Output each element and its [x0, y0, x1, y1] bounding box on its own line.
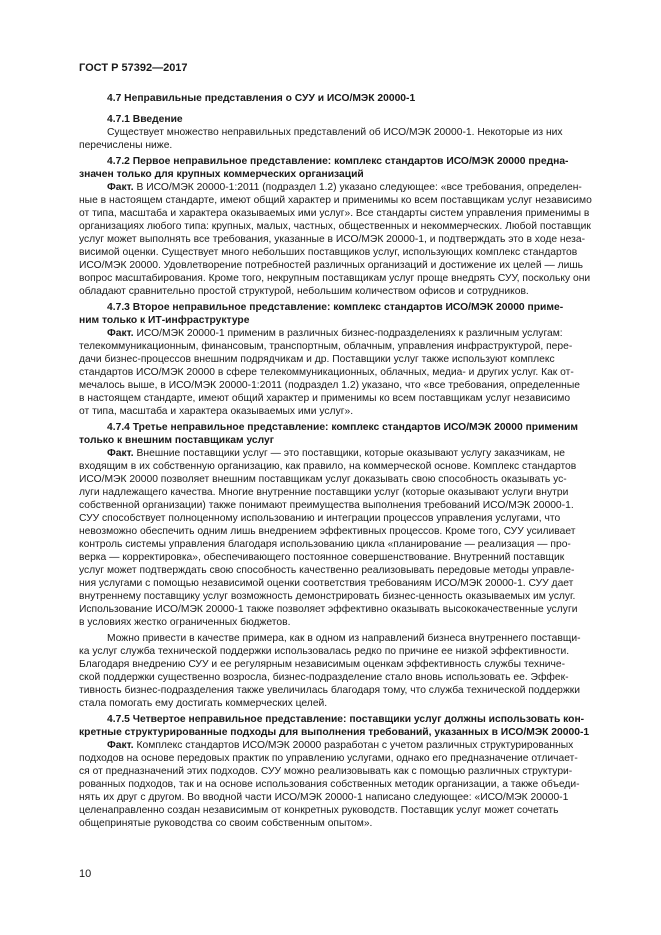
- text-line: луги надлежащего качества. Многие внутренние поставщики услуг (которые оказывают услуги внутри: [79, 487, 569, 498]
- text-line: внутреннему поставщику услуг возможность демонстрировать бизнес-ценность оказываемых им услуг.: [79, 591, 576, 602]
- text-line: СУУ способствует полноценному использованию и интеграции процессов управления услугами, что: [79, 513, 561, 524]
- text-line: от типа, масштаба и характера оказываемых ими услуг».: [79, 406, 354, 417]
- page-number: 10: [79, 868, 92, 880]
- text-line: висимой оценки. Существует много небольших поставщиков услуг, использующих комплекс стандартов: [79, 247, 578, 258]
- subsection-heading: ним только к ИТ-инфраструктуре: [79, 315, 250, 326]
- text-line: контроль системы управления благодаря использованию цикла «планирование — реализация — про-: [79, 539, 571, 550]
- text-run: Комплекс стандартов ИСО/МЭК 20000 разработан с учетом различных структурированных: [133, 740, 574, 751]
- text-line: обладают сравнительно простой структурой, небольшим количеством офисов и сотрудников.: [79, 286, 529, 297]
- fact-label: Факт.: [107, 328, 134, 339]
- text-line: рованных подходов, так и на основе использования собственных методик организации, а также объеди-: [79, 779, 580, 790]
- text-line: входящим в их собственную организацию, как правило, на коммерческой основе. Комплекс стандартов: [79, 461, 577, 472]
- fact-label: Факт.: [107, 182, 134, 193]
- text-line: ся от предназначений этих подходов. СУУ можно реализовывать как с помощью различных структури-: [79, 766, 573, 777]
- fact-label: Факт.: [107, 448, 134, 459]
- text-run: В ИСО/МЭК 20000-1:2011 (подраздел 1.2) указано следующее: «все требования, определен-: [133, 182, 582, 193]
- text-line: услуг может выполнять все требования, указанные в ИСО/МЭК 20000-1, и подтверждать это в ходе неза-: [79, 234, 585, 245]
- text-line: собственной организации) также понимают преимущества выполнения требований ИСО/МЭК 20000-1.: [79, 500, 574, 511]
- text-line: [107, 739, 613, 752]
- text-line: Существует множество неправильных представлений об ИСО/МЭК 20000-1. Некоторые из них: [107, 127, 563, 138]
- text-line: невозможно обеспечить одним лишь внедрением эффективных процессов. Кроме того, СУУ усиливает: [79, 526, 576, 537]
- text-line: [107, 447, 613, 460]
- subsection-heading: 4.7.2 Первое неправильное представление: комплекс стандартов ИСО/МЭК 20000 предна-: [107, 156, 569, 167]
- text-line: услуг может подтверждать свою способность качественно реализовывать передовые методы управле-: [79, 565, 575, 576]
- text-line: организациях любого типа: крупных, малых, частных, общественных и некоммерческих. Любой поставщик: [79, 221, 591, 232]
- text-line: Использование ИСО/МЭК 20000-1 также позволяет эффективно оказывать высококачественные услуги: [79, 604, 578, 615]
- text-line: верка — корректировка», обеспечивающего постоянное совершенствование. Внутренний поставщик: [79, 552, 565, 563]
- text-line: ные в настоящем стандарте, имеют общий характер и применимы ко всем поставщикам услуг независимо: [79, 195, 592, 206]
- text-line: ской поддержки существенно возросла, бизнес-подразделение стало вновь использовать ее. Эффек-: [79, 672, 569, 683]
- text-line: [107, 181, 613, 194]
- text-run: Внешние поставщики услуг — это поставщики, которые оказывают услугу заказчикам, не: [133, 448, 566, 459]
- text-line: мечалось выше, в ИСО/МЭК 20000-1:2011 (подраздел 1.2) указано, что «все требования, определенные: [79, 380, 580, 391]
- text-line: ИСО/МЭК 20000 позволяет внешним поставщикам услуг доказывать свою способность оказывать ус-: [79, 474, 567, 485]
- text-line: ИСО/МЭК 20000. Удовлетворение потребностей различных организаций и достижение их целей — лишь: [79, 260, 584, 271]
- text-line: дачи бизнес-процессов внешним подрядчикам и др. Поставщики услуг также используют комплекс: [79, 354, 555, 365]
- text-line: Можно привести в качестве примера, как в одном из направлений бизнеса внутреннего поставщи-: [107, 633, 581, 644]
- subsection-heading: 4.7.4 Третье неправильное представление: комплекс стандартов ИСО/МЭК 20000 применим: [107, 422, 578, 433]
- text-line: от типа, масштаба и характера оказываемых ими услуг». Все стандарты систем управления применимы в: [79, 208, 590, 219]
- text-run: ИСО/МЭК 20000-1 применим в различных бизнес-подразделениях к различным услугам:: [133, 328, 563, 339]
- subsection-heading: кретные структурированные подходы для выполнения требований, указанных в ИСО/МЭК 20000-1: [79, 727, 590, 738]
- text-line: телекоммуникационным, финансовым, транспортным, облачным, управления инфраструктурой, пере-: [79, 341, 573, 352]
- subsection-heading: только к внешним поставщикам услуг: [79, 435, 275, 446]
- text-line: в настоящем стандарте, имеют общий характер и применимы ко всем поставщикам услуг независимо: [79, 393, 571, 404]
- text-line: стала помогать ему достигать коммерческих целей.: [79, 698, 328, 709]
- text-line: нять их друг с другом. Во вводной части ИСО/МЭК 20000-1 написано следующее: «ИСО/МЭК 20000-1: [79, 792, 569, 803]
- text-line: целенаправленно создан независимым от конкретных руководств. Поставщик услуг может сочетать: [79, 805, 559, 816]
- text-line: Благодаря внедрению СУУ и ее регулярным независимым оценкам эффективность службы техниче-: [79, 659, 566, 670]
- subsection-heading: 4.7.5 Четвертое неправильное представление: поставщики услуг должны использовать кон-: [107, 714, 585, 725]
- text-line: [107, 327, 613, 340]
- text-line: стандартов ИСО/МЭК 20000 в сфере телекоммуникационных, облачных, медиа- и других услуг. Как от-: [79, 367, 574, 378]
- text-line: тивность бизнес-подразделения также увеличилась благодаря тому, что служба технической поддержки: [79, 685, 581, 696]
- text-line: подходов на основе передовых практик по управлению услугами, однако его предназначение отличает-: [79, 753, 578, 764]
- document-code: ГОСТ Р 57392—2017: [79, 62, 188, 74]
- fact-label: Факт.: [107, 740, 134, 751]
- text-line: ка услуг служба технической поддержки использовалась редко по причине ее низкой эффективности.: [79, 646, 570, 657]
- text-line: вопрос масштабирования. Кроме того, некрупным поставщикам услуг проще внедрять СУУ, поскольку они: [79, 273, 591, 284]
- subsection-heading: значен только для крупных коммерческих организаций: [79, 169, 364, 180]
- section-heading: 4.7 Неправильные представления о СУУ и ИСО/МЭК 20000-1: [107, 93, 416, 104]
- text-line: в условиях жестко ограниченных бюджетов.: [79, 617, 291, 628]
- subsection-heading: 4.7.3 Второе неправильное представление: комплекс стандартов ИСО/МЭК 20000 приме-: [107, 302, 564, 313]
- subsection-heading: 4.7.1 Введение: [107, 114, 183, 125]
- text-line: общепринятые руководства со своим собственным опытом».: [79, 818, 373, 829]
- text-line: перечислены ниже.: [79, 140, 173, 151]
- text-line: ния услугами с помощью независимой оценки соответствия требованиям ИСО/МЭК 20000-1. СУУ дает: [79, 578, 574, 589]
